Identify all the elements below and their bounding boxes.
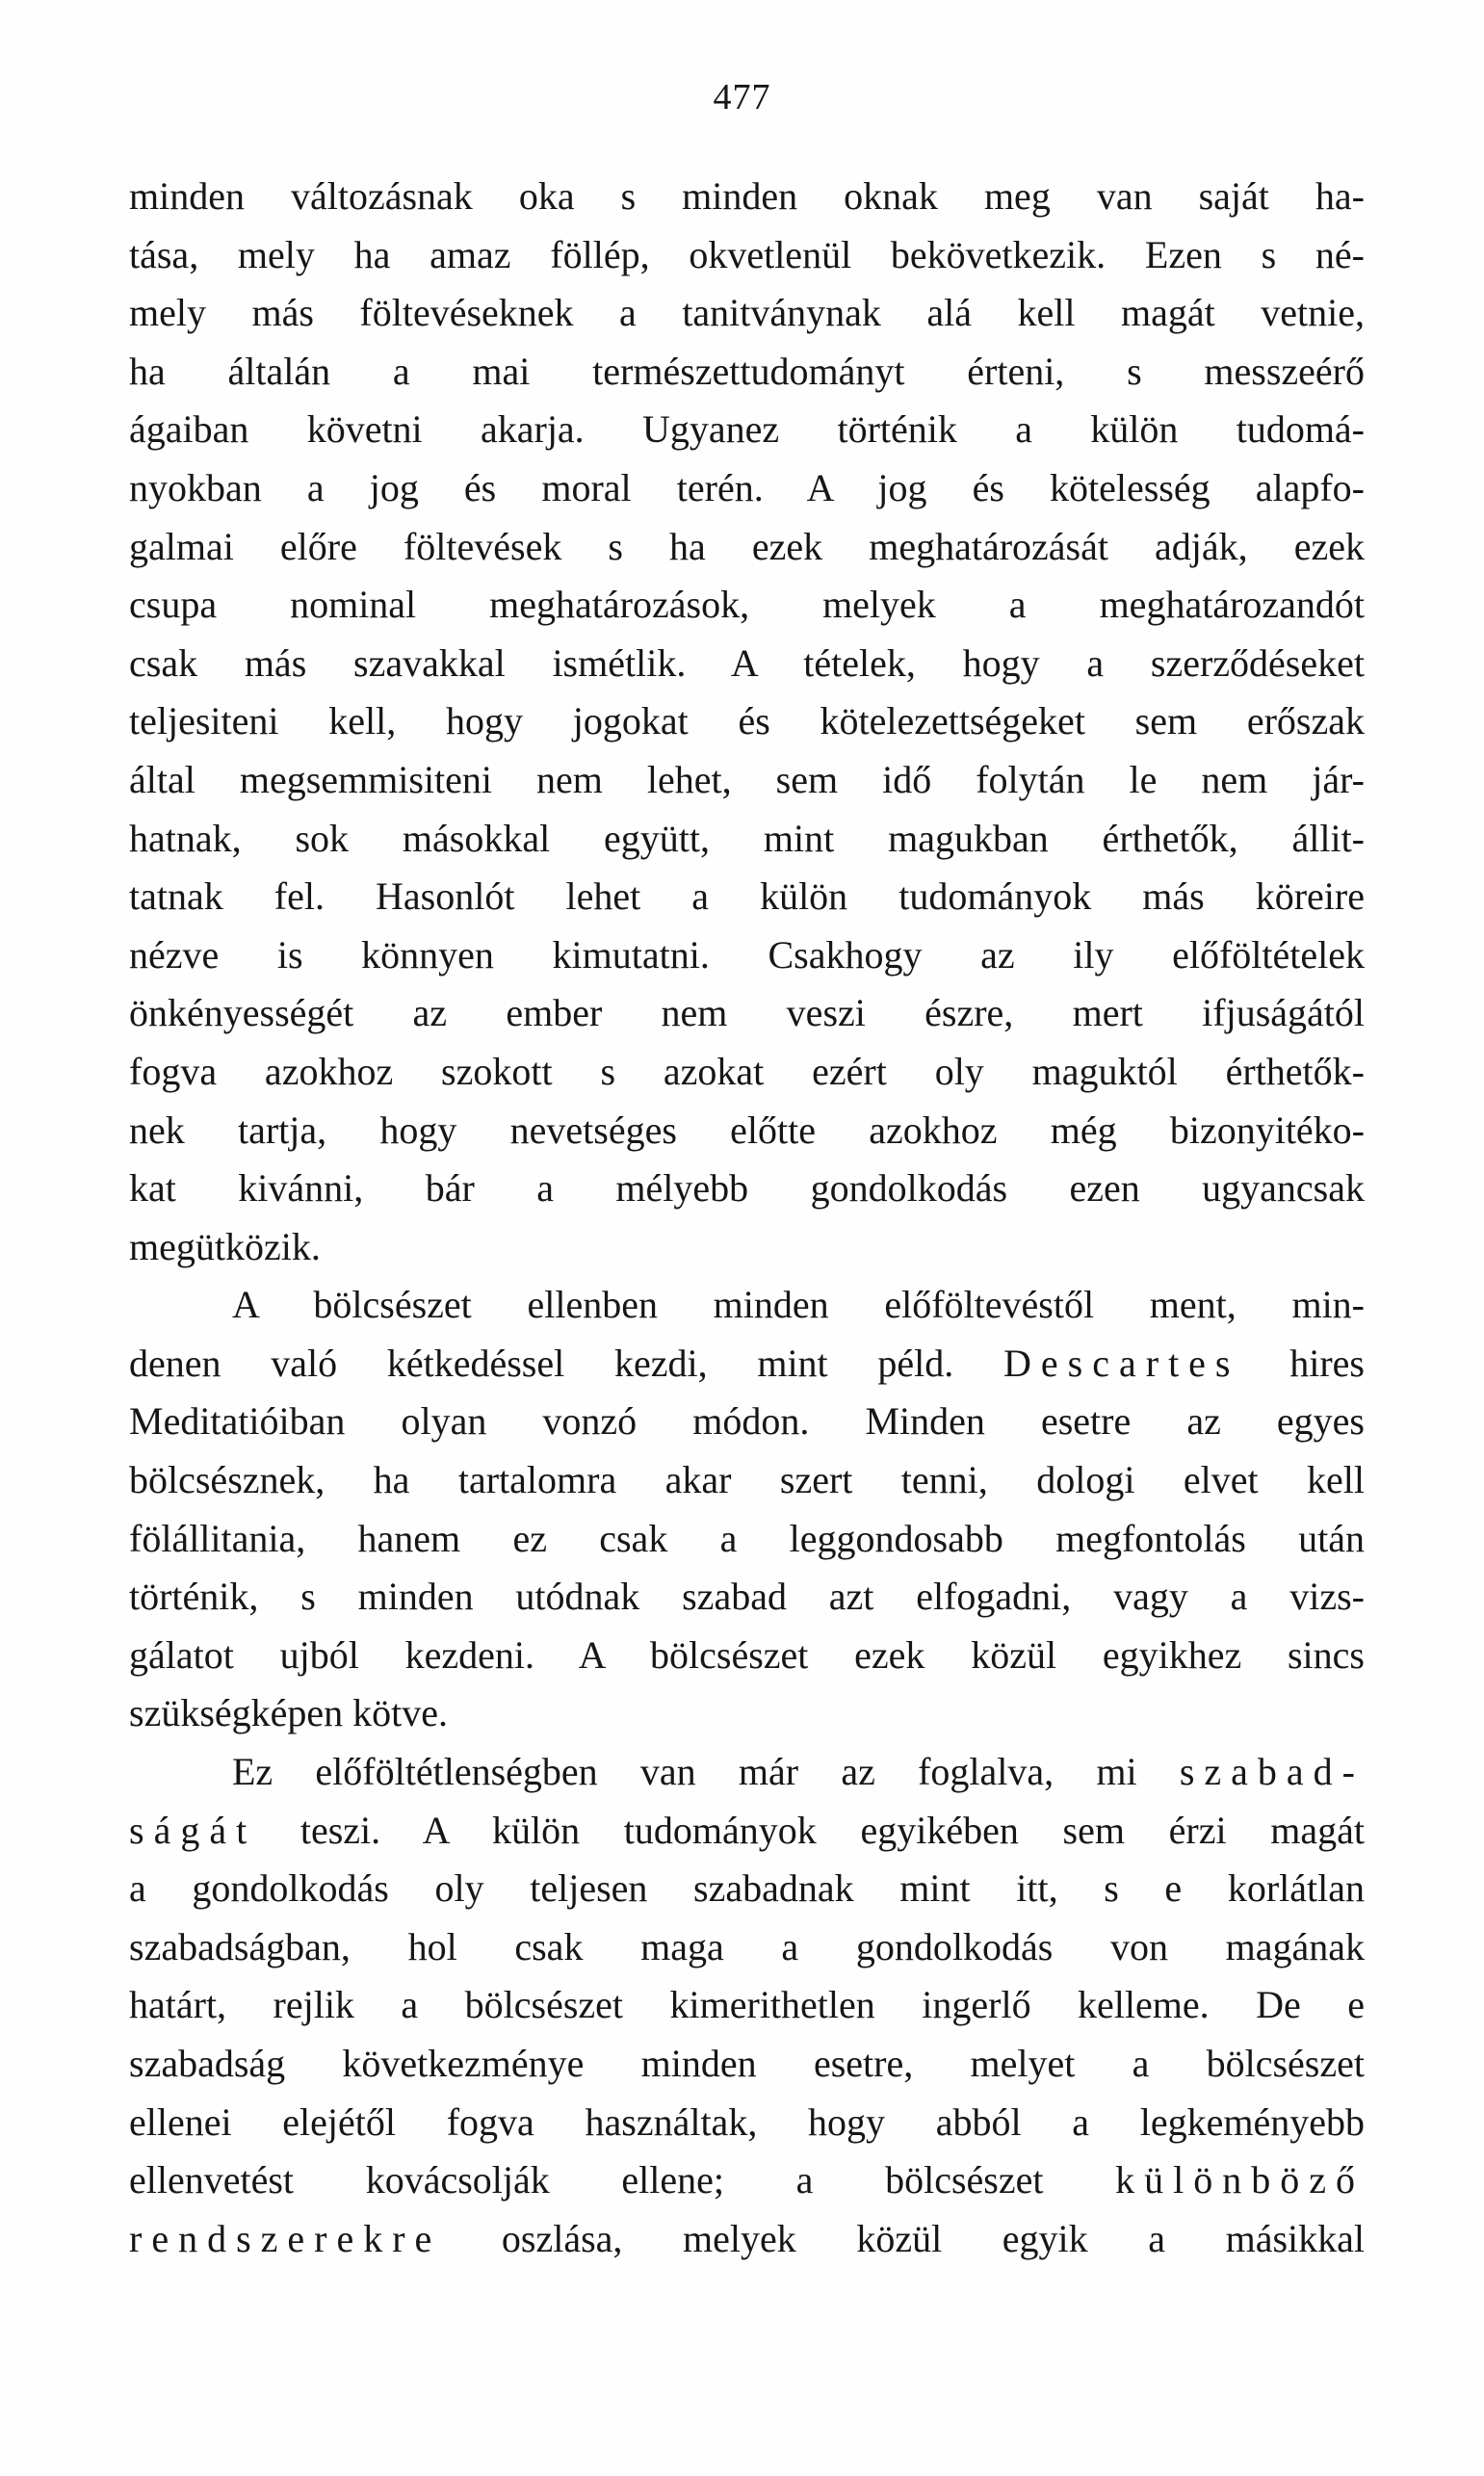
text-line: történik, s minden utódnak szabad azt elfogadni, vagy a vizs- (129, 1575, 1365, 1619)
text-segment: teszi. A külön tudományok egyikében sem érzi magát (256, 1808, 1365, 1852)
text-line: galmai előre föltevések s ha ezek meghatározását adják, ezek (129, 524, 1365, 568)
text-line: szükségképen kötve. (129, 1691, 449, 1735)
text-line: minden változásnak oka s minden oknak meg van saját ha- (129, 174, 1365, 218)
text-line: fogva azokhoz szokott s azokat ezért oly maguktól érthetők- (129, 1049, 1365, 1093)
text-line: teljesiteni kell, hogy jogokat és kötelezettségeket sem erőszak (129, 699, 1365, 743)
spaced-emphasis: Descartes (1003, 1341, 1240, 1385)
text-segment: denen való kétkedéssel kezdi, mint péld. (129, 1341, 1004, 1385)
spaced-emphasis: szabad- (1179, 1750, 1365, 1794)
text-line: önkényességét az ember nem veszi észre, mert ifjuságától (129, 991, 1365, 1035)
text-line: megütközik. (129, 1224, 321, 1268)
text-line: határt, rejlik a bölcsészet kimerithetlen ingerlő kelleme. De e (129, 1983, 1365, 2027)
spaced-emphasis: ságát (129, 1808, 257, 1852)
text-line: ellenei elejétől fogva használtak, hogy abból a legkeményebb (129, 2099, 1365, 2144)
text-line (129, 2151, 1365, 2210)
text-line: tatnak fel. Hasonlót lehet a külön tudományok más köreire (129, 874, 1365, 919)
text-line: mely más föltevéseknek a tanitványnak alá kell magát vetnie, (129, 291, 1365, 335)
text-line: tása, mely ha amaz föllép, okvetlenül bekövetkezik. Ezen s né- (129, 232, 1365, 276)
text-segment: ellenvetést kovácsolják ellene; a bölcsészet (129, 2158, 1116, 2202)
text-line: bölcsésznek, ha tartalomra akar szert tenni, dologi elvet kell (129, 1458, 1365, 1502)
text-line (129, 1335, 1365, 1394)
text-line: szabadságban, hol csak maga a gondolkodás von magának (129, 1924, 1365, 1968)
text-line: szabadság következménye minden esetre, melyet a bölcsészet (129, 2042, 1365, 2085)
text-segment: Ez előföltétlenségben van már az foglalva, mi (232, 1750, 1180, 1794)
text-line: gálatot ujból kezdeni. A bölcsészet ezek közül egyikhez sincs (129, 1632, 1365, 1677)
text-line: nek tartja, hogy nevetséges előtte azokhoz még bizonyitéko- (129, 1108, 1365, 1152)
page-number: 477 (713, 77, 771, 117)
paragraph (129, 168, 1365, 1276)
text-line: kat kivánni, bár a mélyebb gondolkodás ezen ugyancsak (129, 1166, 1365, 1211)
text-line: a gondolkodás oly teljesen szabadnak mint itt, s e korlátlan (129, 1866, 1365, 1911)
text-segment: oszlása, melyek közül egyik a másikkal (441, 2216, 1365, 2260)
text-line (129, 2210, 1365, 2269)
text-line: csak más szavakkal ismétlik. A tételek, hogy a szerződéseket (129, 640, 1365, 685)
paragraph (129, 1276, 1365, 1743)
text-line (129, 1802, 1365, 1861)
text-line: nézve is könnyen kimutatni. Csakhogy az ily előföltételek (129, 932, 1365, 977)
spaced-emphasis: rendszerekre (129, 2216, 442, 2260)
text-line: fölállitania, hanem ez csak a leggondosabb megfontolás után (129, 1516, 1365, 1560)
text-line: ha általán a mai természettudományt érteni, s messzeérő (129, 349, 1365, 393)
text-line: csupa nominal meghatározások, melyek a meghatározandót (129, 583, 1365, 627)
paragraph (129, 1743, 1365, 2268)
text-line (129, 1743, 1365, 1802)
text-line: ágaiban követni akarja. Ugyanez történik a külön tudomá- (129, 407, 1365, 452)
text-line: A bölcsészet ellenben minden előföltevéstől ment, min- (232, 1283, 1365, 1327)
text-line: hatnak, sok másokkal együtt, mint magukban érthetők, állit- (129, 816, 1365, 860)
spaced-emphasis: különböző (1115, 2158, 1365, 2202)
body-text (129, 168, 1365, 2268)
text-segment: hires (1239, 1341, 1365, 1385)
text-line: nyokban a jog és moral terén. A jog és kötelesség alapfo- (129, 465, 1365, 509)
text-line: Meditatióiban olyan vonzó módon. Minden esetre az egyes (129, 1399, 1365, 1444)
text-line: által megsemmisiteni nem lehet, sem idő folytán le nem jár- (129, 757, 1365, 801)
